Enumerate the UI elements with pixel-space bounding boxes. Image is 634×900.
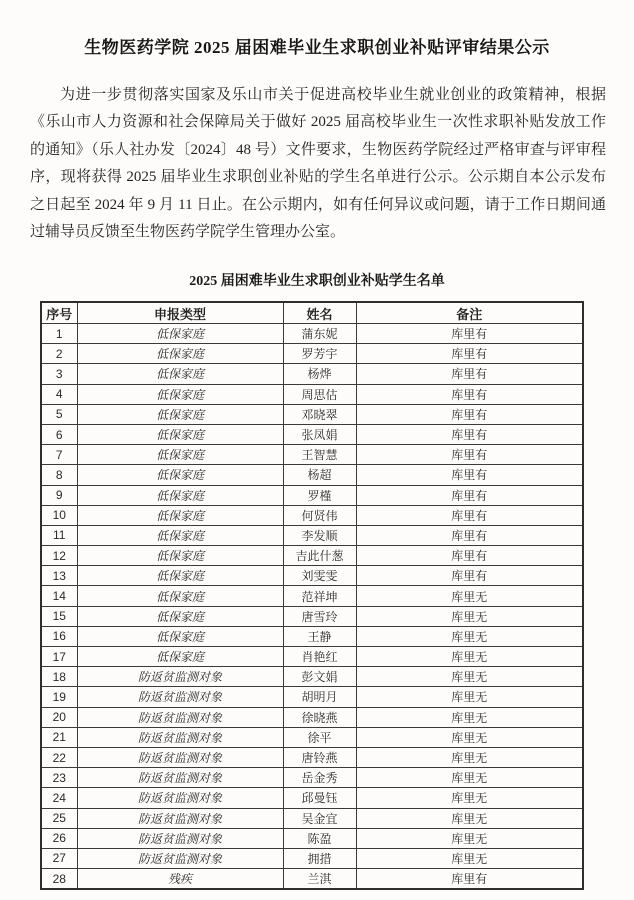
table-row	[41, 505, 583, 525]
cell-student-name: 李发顺	[283, 525, 356, 545]
cell-student-name: 周思估	[283, 384, 356, 404]
cell-remark: 库里无	[356, 606, 583, 626]
cell-remark: 库里有	[356, 505, 583, 525]
cell-remark: 库里无	[356, 808, 583, 828]
cell-serial-number: 22	[41, 747, 77, 767]
cell-application-type: 防返贫监测对象	[77, 747, 283, 767]
cell-student-name: 岳金秀	[283, 768, 356, 788]
cell-serial-number: 24	[41, 788, 77, 808]
cell-serial-number: 5	[41, 404, 77, 424]
cell-application-type: 低保家庭	[77, 606, 283, 626]
table-row	[41, 566, 583, 586]
table-row	[41, 546, 583, 566]
cell-student-name: 唐雪玲	[283, 606, 356, 626]
cell-remark: 库里无	[356, 768, 583, 788]
document-title: 生物医药学院 2025 届困难毕业生求职创业补贴评审结果公示	[84, 38, 550, 57]
cell-application-type: 低保家庭	[77, 344, 283, 364]
table-row	[41, 384, 583, 404]
cell-serial-number: 26	[41, 828, 77, 848]
table-row	[41, 606, 583, 626]
subsidy-roster-table	[40, 301, 584, 890]
cell-application-type: 低保家庭	[77, 404, 283, 424]
cell-remark: 库里有	[356, 324, 583, 344]
table-row	[41, 404, 583, 424]
cell-student-name: 范祥坤	[283, 586, 356, 606]
cell-student-name: 徐晓燕	[283, 707, 356, 727]
cell-student-name: 蒲东妮	[283, 324, 356, 344]
table-row	[41, 465, 583, 485]
cell-remark: 库里有	[356, 424, 583, 444]
cell-serial-number: 28	[41, 869, 77, 890]
cell-remark: 库里有	[356, 344, 583, 364]
cell-student-name: 兰淇	[283, 869, 356, 890]
cell-student-name: 肖艳红	[283, 647, 356, 667]
cell-serial-number: 15	[41, 606, 77, 626]
cell-remark: 库里无	[356, 788, 583, 808]
cell-student-name: 胡明月	[283, 687, 356, 707]
cell-application-type: 残疾	[77, 869, 283, 890]
cell-student-name: 吴金宜	[283, 808, 356, 828]
cell-serial-number: 9	[41, 485, 77, 505]
cell-application-type: 低保家庭	[77, 586, 283, 606]
cell-remark: 库里有	[356, 566, 583, 586]
table-row	[41, 344, 583, 364]
cell-application-type: 低保家庭	[77, 566, 283, 586]
cell-application-type: 低保家庭	[77, 626, 283, 646]
cell-student-name: 杨超	[283, 465, 356, 485]
cell-remark: 库里无	[356, 848, 583, 868]
cell-remark: 库里有	[356, 445, 583, 465]
table-row	[41, 808, 583, 828]
subsidy-table-body	[41, 324, 583, 890]
cell-remark: 库里无	[356, 586, 583, 606]
table-row	[41, 727, 583, 747]
table-row	[41, 626, 583, 646]
table-row	[41, 768, 583, 788]
cell-application-type: 低保家庭	[77, 324, 283, 344]
header-serial-number: 序号	[41, 302, 77, 324]
cell-application-type: 防返贫监测对象	[77, 687, 283, 707]
table-row	[41, 828, 583, 848]
cell-student-name: 何贤伟	[283, 505, 356, 525]
cell-application-type: 防返贫监测对象	[77, 808, 283, 828]
table-row	[41, 647, 583, 667]
table-row	[41, 848, 583, 868]
cell-serial-number: 2	[41, 344, 77, 364]
table-row	[41, 586, 583, 606]
table-row	[41, 445, 583, 465]
table-title: 2025 届困难毕业生求职创业补贴学生名单	[189, 274, 445, 289]
cell-serial-number: 16	[41, 626, 77, 646]
cell-application-type: 低保家庭	[77, 485, 283, 505]
cell-application-type: 低保家庭	[77, 364, 283, 384]
cell-serial-number: 17	[41, 647, 77, 667]
cell-serial-number: 14	[41, 586, 77, 606]
cell-remark: 库里有	[356, 465, 583, 485]
cell-serial-number: 20	[41, 707, 77, 727]
header-student-name: 姓名	[283, 302, 356, 324]
cell-serial-number: 25	[41, 808, 77, 828]
cell-serial-number: 23	[41, 768, 77, 788]
cell-remark: 库里有	[356, 869, 583, 890]
cell-application-type: 低保家庭	[77, 424, 283, 444]
cell-application-type: 低保家庭	[77, 525, 283, 545]
table-row	[41, 485, 583, 505]
cell-student-name: 唐铃燕	[283, 747, 356, 767]
cell-remark: 库里无	[356, 687, 583, 707]
cell-remark: 库里无	[356, 747, 583, 767]
cell-remark: 库里无	[356, 828, 583, 848]
table-row	[41, 424, 583, 444]
cell-remark: 库里有	[356, 485, 583, 505]
cell-serial-number: 12	[41, 546, 77, 566]
table-row	[41, 525, 583, 545]
cell-student-name: 陈盈	[283, 828, 356, 848]
table-row	[41, 869, 583, 890]
cell-application-type: 低保家庭	[77, 546, 283, 566]
table-row	[41, 364, 583, 384]
cell-student-name: 拥措	[283, 848, 356, 868]
cell-serial-number: 19	[41, 687, 77, 707]
cell-application-type: 防返贫监测对象	[77, 667, 283, 687]
cell-student-name: 罗芳宇	[283, 344, 356, 364]
cell-serial-number: 1	[41, 324, 77, 344]
cell-student-name: 王智慧	[283, 445, 356, 465]
cell-remark: 库里有	[356, 384, 583, 404]
cell-serial-number: 7	[41, 445, 77, 465]
cell-application-type: 低保家庭	[77, 445, 283, 465]
cell-remark: 库里无	[356, 647, 583, 667]
cell-remark: 库里无	[356, 707, 583, 727]
cell-remark: 库里无	[356, 727, 583, 747]
cell-serial-number: 21	[41, 727, 77, 747]
cell-student-name: 徐平	[283, 727, 356, 747]
cell-serial-number: 6	[41, 424, 77, 444]
cell-serial-number: 11	[41, 525, 77, 545]
cell-remark: 库里无	[356, 667, 583, 687]
cell-application-type: 低保家庭	[77, 647, 283, 667]
cell-application-type: 防返贫监测对象	[77, 828, 283, 848]
cell-student-name: 杨烨	[283, 364, 356, 384]
table-row	[41, 788, 583, 808]
table-row	[41, 707, 583, 727]
cell-remark: 库里无	[356, 626, 583, 646]
body-paragraph: 为进一步贯彻落实国家及乐山市关于促进高校毕业生就业创业的政策精神，根据《乐山市人力资源和社会保障局关于做好 2025 届高校毕业生一次性求职补贴发放工作的通知》（乐人社办发〔2024〕48 号）文件要求，生物医药学院经过严格审查与评审程序，现将获得 2025 届毕业生求职创业补贴的学生名单进行公示。公示期自本公示发布之日起至 2024 年 9 月 11 日止。在公示期内，如有任何异议或问题，请于工作日期间通过辅导员反馈至生物医药学院学生管理办公室。	[30, 87, 606, 241]
cell-student-name: 刘雯雯	[283, 566, 356, 586]
cell-serial-number: 27	[41, 848, 77, 868]
cell-student-name: 吉此什葱	[283, 546, 356, 566]
cell-remark: 库里有	[356, 525, 583, 545]
header-application-type: 申报类型	[77, 302, 283, 324]
cell-serial-number: 13	[41, 566, 77, 586]
cell-application-type: 低保家庭	[77, 465, 283, 485]
cell-serial-number: 8	[41, 465, 77, 485]
cell-serial-number: 18	[41, 667, 77, 687]
cell-application-type: 防返贫监测对象	[77, 768, 283, 788]
cell-application-type: 防返贫监测对象	[77, 788, 283, 808]
cell-student-name: 王静	[283, 626, 356, 646]
header-remark: 备注	[356, 302, 583, 324]
table-header-row	[41, 302, 583, 324]
cell-application-type: 防返贫监测对象	[77, 707, 283, 727]
cell-student-name: 邓晓翠	[283, 404, 356, 424]
cell-application-type: 防返贫监测对象	[77, 848, 283, 868]
cell-student-name: 彭文娟	[283, 667, 356, 687]
cell-student-name: 邱曼钰	[283, 788, 356, 808]
cell-student-name: 罗槿	[283, 485, 356, 505]
cell-serial-number: 3	[41, 364, 77, 384]
cell-serial-number: 4	[41, 384, 77, 404]
cell-student-name: 张凤娟	[283, 424, 356, 444]
cell-application-type: 低保家庭	[77, 505, 283, 525]
cell-remark: 库里有	[356, 546, 583, 566]
cell-serial-number: 10	[41, 505, 77, 525]
table-row	[41, 687, 583, 707]
cell-remark: 库里有	[356, 404, 583, 424]
cell-remark: 库里有	[356, 364, 583, 384]
cell-application-type: 防返贫监测对象	[77, 727, 283, 747]
table-row	[41, 667, 583, 687]
table-row	[41, 324, 583, 344]
table-row	[41, 747, 583, 767]
cell-application-type: 低保家庭	[77, 384, 283, 404]
